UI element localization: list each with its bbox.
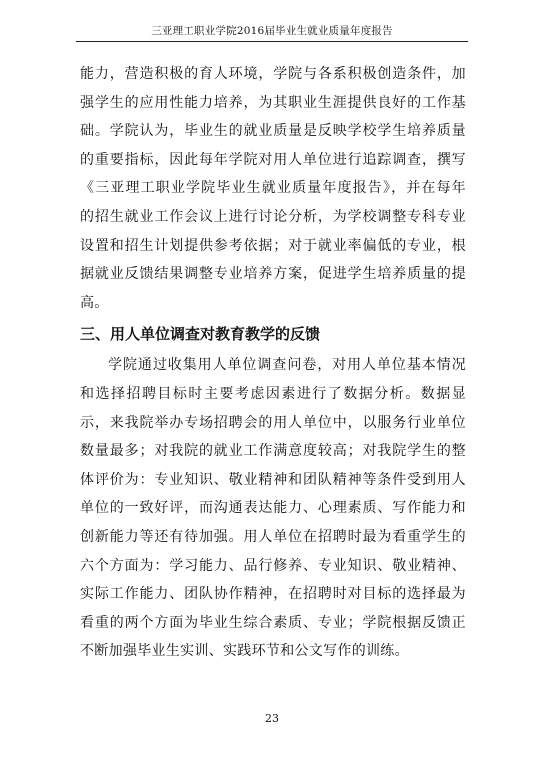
paragraph-line: 数量最多；对我院的就业工作满意度较高；对我院学生的整: [80, 443, 466, 460]
paragraph-line: 高。: [80, 294, 109, 311]
paragraph-line: 《三亚理工职业学院毕业生就业质量年度报告》，并在每年: [80, 180, 466, 197]
page-number: 23: [265, 712, 279, 725]
body-text: [80, 60, 466, 666]
paragraph-line: 础。学院认为，毕业生的就业质量是反映学校学生培养质量: [80, 123, 466, 140]
paragraph-line: 和选择招聘目标时主要考虑因素进行了数据分析。数据显: [80, 385, 466, 402]
paragraph-line: 据就业反馈结果调整专业培养方案，促进学生培养质量的提: [80, 266, 466, 283]
paragraph-line: 的重要指标，因此每年学院对用人单位进行追踪调查，撰写: [80, 151, 466, 168]
paragraph-line: 不断加强毕业生实训、实践环节和公文写作的训练。: [80, 643, 409, 660]
header-divider: [76, 41, 468, 42]
paragraph-line: 设置和招生计划提供参考依据；对于就业率偏低的专业，根: [80, 237, 466, 254]
section-heading: 三、用人单位调查对教育教学的反馈: [80, 325, 321, 344]
paragraph-line: 的招生就业工作会议上进行讨论分析，为学校调整专科专业: [80, 208, 466, 225]
running-header: 三亚理工职业学院2016届毕业生就业质量年度报告: [151, 25, 393, 37]
paragraph-line: 能力，营造积极的育人环境，学院与各系积极创造条件，加: [80, 66, 466, 82]
paragraph-line: 实际工作能力、团队协作精神，在招聘时对目标的选择最为: [80, 586, 466, 603]
paragraph-line: 六个方面为：学习能力、品行修养、专业知识、敬业精神、: [80, 557, 466, 574]
paragraph-line: 创新能力等还有待加强。用人单位在招聘时最为看重学生的: [80, 528, 466, 545]
paragraph-line: 学院通过收集用人单位调查问卷，对用人单位基本情况: [108, 357, 466, 374]
paragraph-line: 看重的两个方面为毕业生综合素质、专业；学院根据反馈正: [80, 614, 466, 631]
paragraph-line: 示，来我院举办专场招聘会的用人单位中，以服务行业单位: [80, 414, 466, 431]
paragraph-line: 单位的一致好评，而沟通表达能力、心理素质、写作能力和: [80, 500, 466, 517]
paragraph-line: 体评价为：专业知识、敬业精神和团队精神等条件受到用人: [80, 471, 466, 488]
paragraph-line: 强学生的应用性能力培养，为其职业生涯提供良好的工作基: [80, 94, 466, 111]
